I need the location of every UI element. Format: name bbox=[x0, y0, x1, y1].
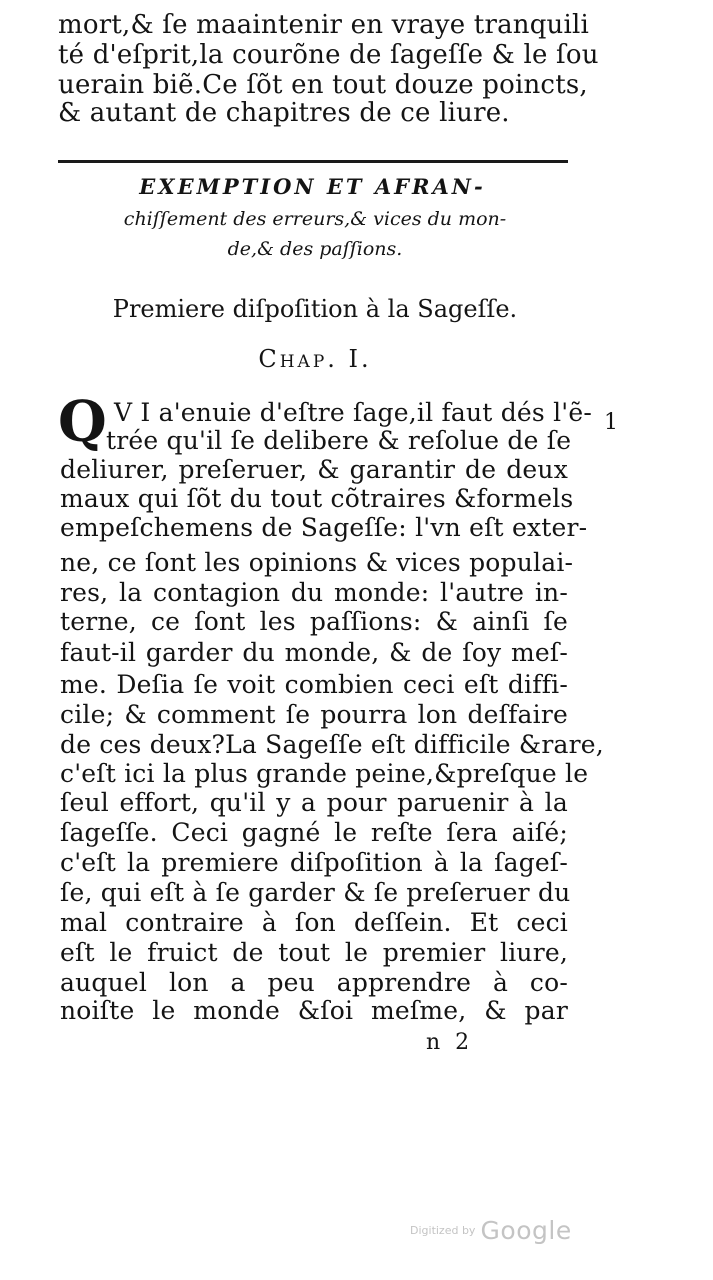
section-heading-line-3: de,& des paſſions. bbox=[227, 238, 403, 260]
text-line: me. Deſia ſe voit combien ceci eſt diffi- bbox=[60, 670, 568, 699]
subtitle: Premiere diſpoſition à la Sageſſe. bbox=[112, 295, 518, 323]
text-line: terne, ce ſont les paſſions: & ainſi ſe bbox=[60, 607, 568, 636]
text-line: ſeul effort, qu'il y a pour paruenir à la bbox=[60, 788, 568, 817]
text-line: noiſte le monde &ſoi meſme, & par bbox=[60, 996, 568, 1025]
text-line: V I a'enuie d'eſtre ſage,il faut dés l'ẽ- bbox=[114, 398, 592, 427]
text-line: ſageſſe. Ceci gagné le reſte ſera aiſé; bbox=[60, 818, 568, 847]
text-line: ſe, qui eſt à ſe garder & ſe preſeruer du bbox=[60, 878, 571, 907]
digitization-watermark bbox=[410, 1216, 572, 1245]
text-line: auquel lon a peu apprendre à co- bbox=[60, 968, 568, 997]
text-line: eſt le fruict de tout le premier liure, bbox=[60, 938, 568, 967]
text-line: ne, ce ſont les opinions & vices populai- bbox=[60, 548, 574, 577]
text-line: c'eſt la premiere diſpoſition à la ſageſ- bbox=[60, 848, 568, 877]
text-line: c'eſt ici la plus grande peine,&preſque le bbox=[60, 759, 589, 788]
text-line: faut-il garder du monde, & de ſoy meſ- bbox=[60, 638, 568, 667]
watermark-prefix: Digitized by bbox=[410, 1224, 476, 1237]
section-divider bbox=[58, 160, 568, 163]
drop-cap: Q bbox=[58, 389, 107, 455]
section-heading-line-1: EXEMPTION ET AFRAN- bbox=[139, 174, 486, 199]
text-line: uerain biẽ.Ce ſõt en tout douze poincts, bbox=[58, 70, 588, 100]
text-line: té d'eſprit,la courõne de ſageſſe & le ſou bbox=[58, 40, 599, 70]
text-line: & autant de chapitres de ce liure. bbox=[58, 98, 510, 128]
text-line: trée qu'il ſe delibere & reſolue de ſe bbox=[106, 426, 572, 455]
text-line: mort,& ſe maaintenir en vraye tranquili bbox=[58, 10, 590, 40]
text-line: mal contraire à ſon deſſein. Et ceci bbox=[60, 908, 568, 937]
text-line: deliurer, preſeruer, & garantir de deux bbox=[60, 455, 568, 484]
section-heading-line-2: chiſſement des erreurs,& vices du mon- bbox=[123, 208, 507, 230]
chapter-title: Chap. I. bbox=[258, 345, 372, 373]
signature-mark: n 2 bbox=[426, 1030, 474, 1055]
text-line: empeſchemens de Sageſſe: l'vn eſt exter- bbox=[60, 513, 588, 542]
watermark-brand: Google bbox=[480, 1216, 572, 1245]
margin-number: 1 bbox=[604, 410, 618, 435]
text-line: cile; & comment ſe pourra lon deſfaire bbox=[60, 700, 568, 729]
text-line: de ces deux?La Sageſſe eſt difficile &rare, bbox=[60, 730, 604, 759]
text-line: maux qui ſõt du tout cõtraires &formels bbox=[60, 484, 574, 513]
text-line: res, la contagion du monde: l'autre in- bbox=[60, 578, 568, 607]
